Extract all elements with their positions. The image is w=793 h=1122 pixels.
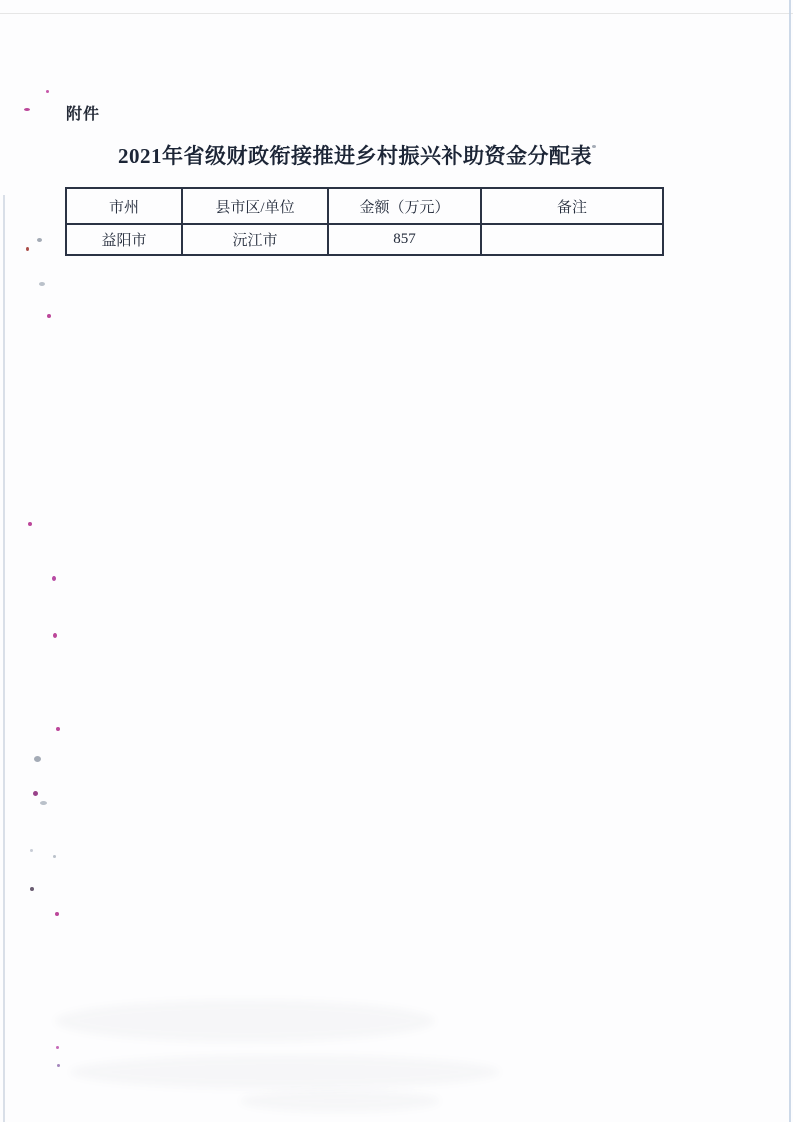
scan-speck (37, 238, 42, 242)
cell-county: 沅江市 (182, 224, 328, 255)
scan-speck (34, 756, 41, 762)
cell-city: 益阳市 (66, 224, 182, 255)
scan-speck (26, 247, 29, 251)
scan-speck (52, 576, 56, 581)
scan-smudge (240, 1090, 440, 1112)
scan-speck (57, 1064, 60, 1067)
scan-speck (56, 727, 60, 731)
scan-speck (30, 887, 34, 891)
scan-speck (56, 1046, 59, 1049)
scan-speck (40, 801, 47, 805)
attachment-label: 附件 (66, 106, 101, 123)
scan-left-edge-line (3, 195, 5, 1122)
scan-speck (46, 90, 49, 93)
scan-speck (33, 791, 38, 796)
table-row (66, 224, 663, 255)
scan-speck (55, 912, 59, 916)
scan-speck (47, 314, 51, 318)
scan-smudge (55, 1000, 435, 1042)
scan-speck (28, 522, 32, 526)
scan-speck (39, 282, 45, 286)
scan-top-edge-line (0, 13, 793, 14)
table-header-row (66, 188, 663, 224)
scan-speck (24, 108, 30, 111)
scan-speck (53, 855, 56, 858)
cell-note (481, 224, 663, 255)
column-header-county-unit: 县市区/单位 (182, 188, 328, 224)
cell-amount: 857 (328, 224, 481, 255)
scan-right-edge-line (789, 0, 791, 1122)
column-header-remarks: 备注 (481, 188, 663, 224)
column-header-city: 市州 (66, 188, 182, 224)
document-title: 2021年省级财政衔接推进乡村振兴补助资金分配表 (118, 144, 592, 168)
scan-speck (30, 849, 33, 852)
allocation-table (65, 187, 664, 256)
scan-smudge (70, 1055, 500, 1089)
scan-speck (592, 145, 596, 148)
column-header-amount: 金额（万元） (328, 188, 481, 224)
scan-speck (53, 633, 57, 638)
